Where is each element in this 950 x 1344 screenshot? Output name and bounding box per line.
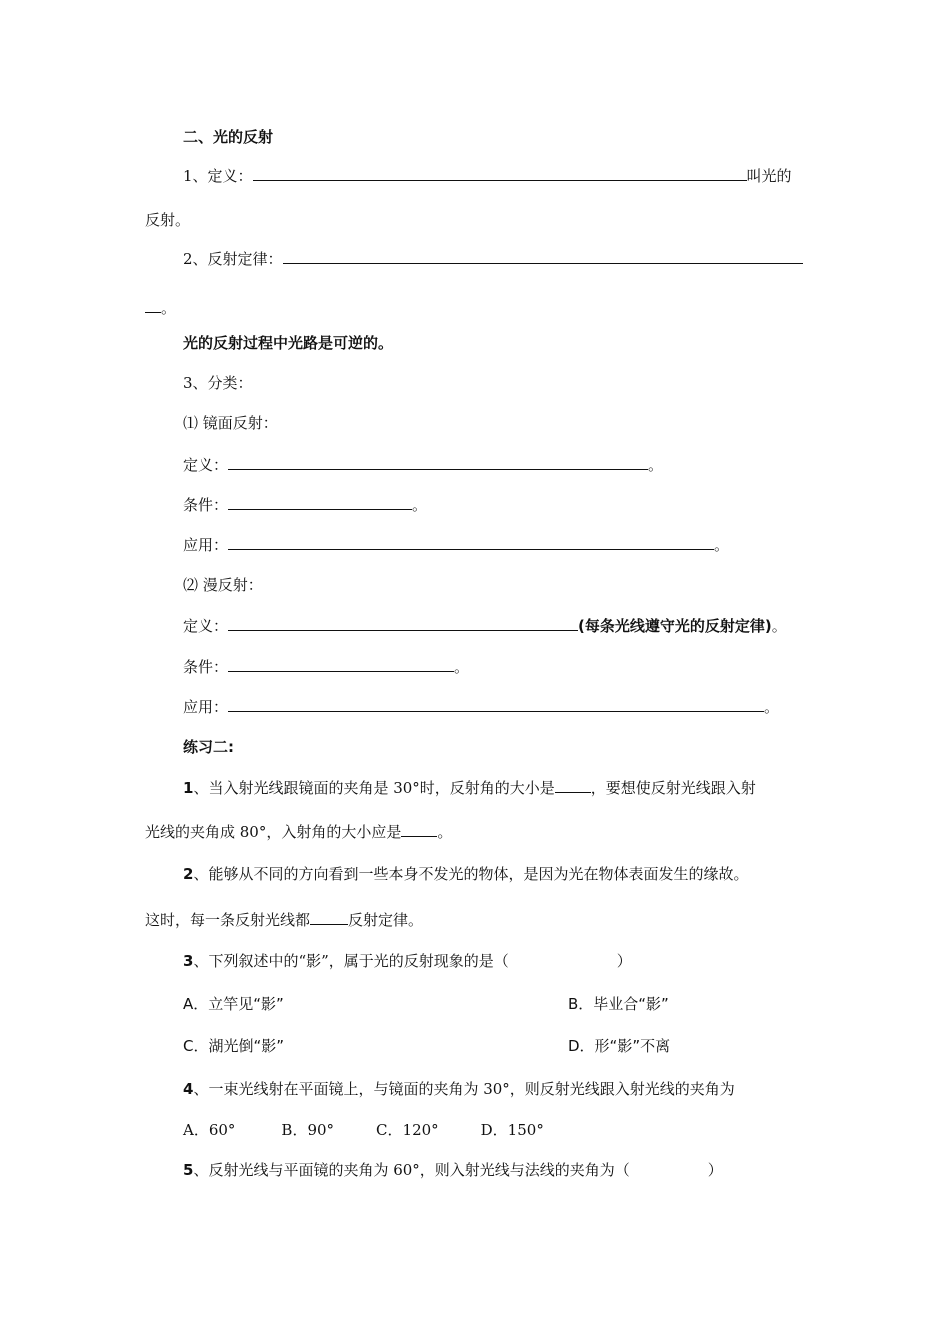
q4-option-b[interactable]: B．90° (281, 1121, 335, 1139)
item2-cont (145, 297, 176, 318)
diffuse-cond-label: 条件： (183, 658, 229, 676)
diffuse-cond-blank[interactable] (228, 656, 454, 672)
specular-app (183, 534, 729, 555)
q1-blank2[interactable] (401, 821, 437, 837)
q2-text-a: 、能够从不同的方向看到一些本身不发光的物体，是因为光在物体表面发生的缘故。 (193, 865, 749, 883)
q3-question (183, 951, 632, 971)
item1-tail: 叫光的 (746, 167, 792, 185)
q4-option-d[interactable]: D．150° (480, 1121, 544, 1139)
reversibility-note: 光的反射过程中光路是可逆的。 (183, 334, 394, 352)
q1-text-a: 、当入射光线跟镜面的夹角是 30°时，反射角的大小是 (193, 779, 555, 797)
diffuse-title: ⑵ 漫反射： (183, 576, 263, 594)
q3-paren-close: ） (616, 952, 632, 970)
q5-paren-close: ） (707, 1161, 723, 1179)
section-title: 二、光的反射 (183, 128, 274, 146)
q3-option-b[interactable]: B．毕业合“影” (568, 995, 669, 1013)
item3-label: 3、分类： (183, 374, 253, 392)
q1-text-b: ，要想使反射光线跟入射 (590, 779, 756, 797)
item2-line (183, 248, 803, 269)
specular-app-blank[interactable] (228, 534, 714, 550)
q1-blank1[interactable] (555, 777, 591, 793)
q4-text: 、一束光线射在平面镜上，与镜面的夹角为 30°，则反射光线跟入射光线的夹角为 (193, 1080, 735, 1098)
q3-option-d[interactable]: D．形“影”不离 (568, 1037, 671, 1055)
specular-cond (183, 494, 427, 515)
q5-number: 5 (183, 1161, 194, 1179)
diffuse-app (183, 696, 779, 717)
q2-text-c: 反射定律。 (348, 911, 424, 929)
specular-def (183, 454, 663, 475)
q4-question (183, 1079, 735, 1099)
diffuse-app-label: 应用： (183, 698, 229, 716)
diffuse-app-tail: 。 (764, 698, 780, 716)
diffuse-def-label: 定义： (183, 617, 229, 635)
q5-question (183, 1160, 723, 1180)
specular-app-tail: 。 (714, 536, 730, 554)
diffuse-def (183, 615, 787, 636)
item2-blank[interactable] (283, 248, 803, 264)
item1-cont: 反射。 (145, 211, 191, 229)
item2-blank-cont[interactable] (145, 297, 161, 313)
q2-text-b: 这时，每一条反射光线都 (145, 911, 311, 929)
item1-line (183, 165, 792, 186)
specular-def-blank[interactable] (228, 454, 648, 470)
specular-app-label: 应用： (183, 536, 229, 554)
q1-number: 1 (183, 779, 194, 797)
specular-title: ⑴ 镜面反射： (183, 414, 278, 432)
q2-blank[interactable] (310, 909, 348, 925)
diffuse-def-end: 。 (771, 617, 787, 635)
q3-number: 3 (183, 952, 194, 970)
q2-number: 2 (183, 865, 194, 883)
q3-option-a[interactable]: A．立竿见“影” (183, 995, 284, 1013)
q4-option-a[interactable]: A．60° (183, 1121, 236, 1139)
q4-number: 4 (183, 1080, 194, 1098)
q1-line2 (145, 821, 452, 842)
q3-option-c[interactable]: C．湖光倒“影” (183, 1037, 285, 1055)
specular-cond-tail: 。 (412, 496, 428, 514)
q1-line1 (183, 777, 756, 798)
exercise-title: 练习二: (183, 738, 234, 756)
diffuse-cond-tail: 。 (454, 658, 470, 676)
q5-text: 、反射光线与平面镜的夹角为 60°，则入射光线与法线的夹角为（ (193, 1161, 630, 1179)
specular-cond-blank[interactable] (228, 494, 412, 510)
diffuse-app-blank[interactable] (228, 696, 764, 712)
diffuse-cond (183, 656, 469, 677)
q3-text: 、下列叙述中的“影”，属于光的反射现象的是（ (193, 952, 509, 970)
item2-cont-tail: 。 (161, 299, 177, 317)
q1-text-c: 光线的夹角成 80°，入射角的大小应是 (145, 823, 402, 841)
q2-line1 (183, 864, 748, 884)
item1-blank[interactable] (253, 165, 747, 181)
diffuse-def-note: (每条光线遵守光的反射定律) (578, 617, 772, 635)
item2-label: 2、反射定律： (183, 250, 283, 268)
specular-def-label: 定义： (183, 456, 229, 474)
item1-label: 1、定义： (183, 167, 253, 185)
q2-line2 (145, 909, 423, 930)
specular-cond-label: 条件： (183, 496, 229, 514)
diffuse-def-blank[interactable] (228, 615, 578, 631)
q1-text-d: 。 (437, 823, 453, 841)
q4-option-c[interactable]: C．120° (376, 1121, 439, 1139)
q4-options (183, 1120, 544, 1140)
specular-def-tail: 。 (648, 456, 664, 474)
